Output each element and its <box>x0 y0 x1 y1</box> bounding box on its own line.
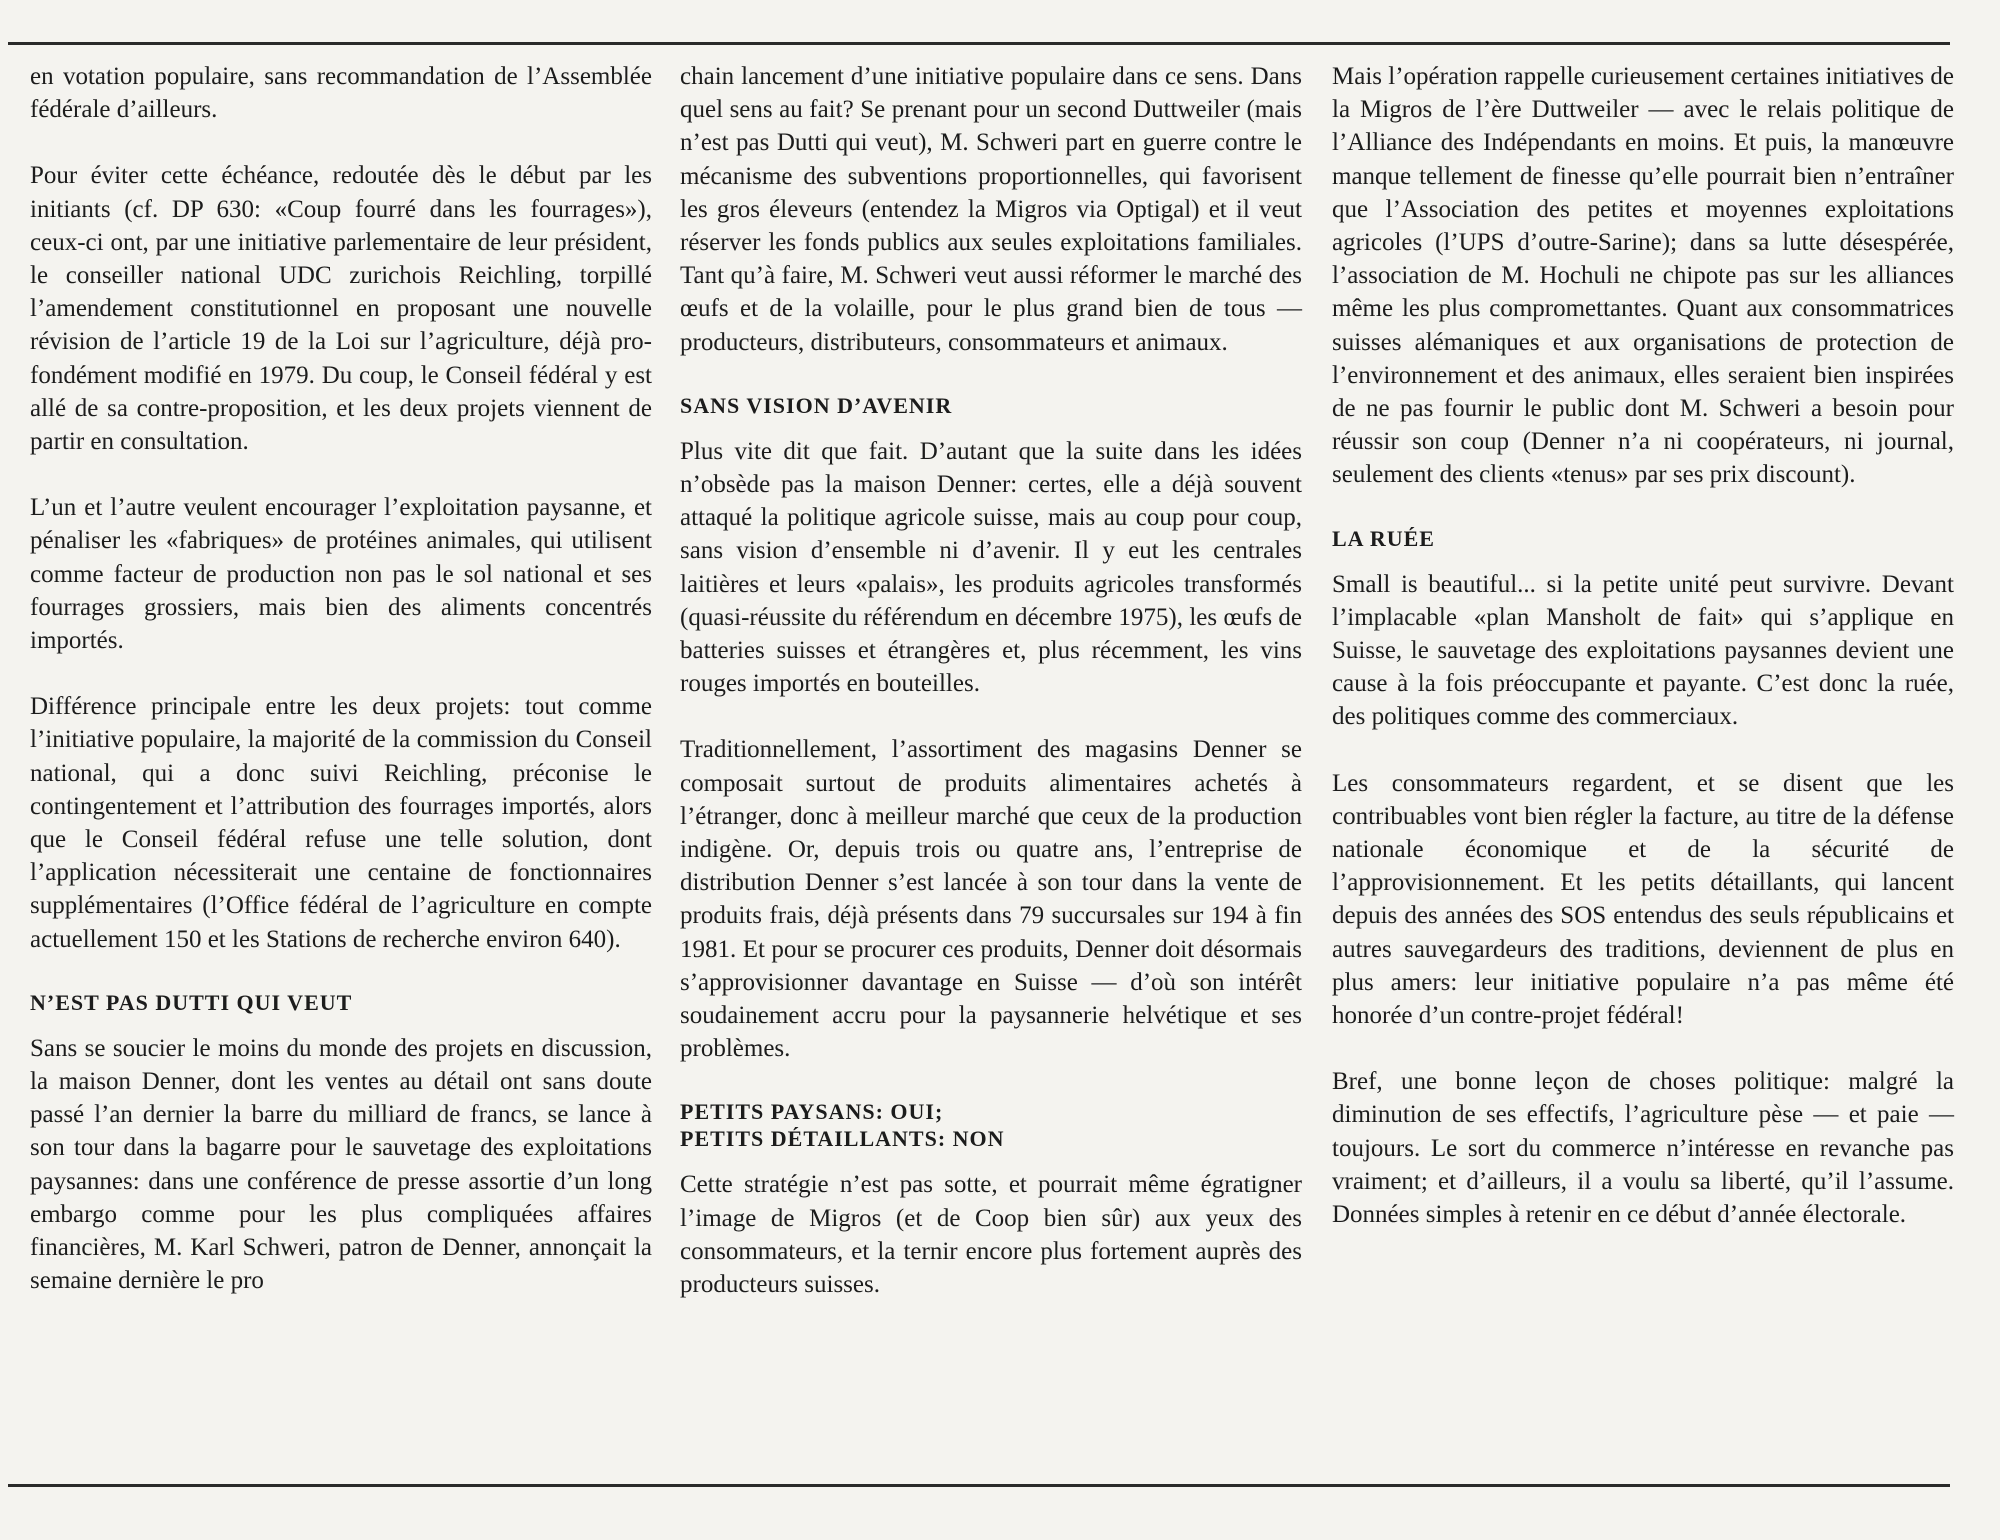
article-paragraph: Small is beautiful... si la petite unité peut survivre. Devant l’implacable «plan Mansholt de fait» qui s’applique en Suisse, le sauvetage des exploitations paysannes devient une cause à la fois préoccupante et payante. C’est donc la ruée, des politiques comme des commerciaux. <box>1332 570 1954 731</box>
article-paragraph: Différence principale entre les deux projets: tout comme l’initiative populaire, la majorité de la commission du Conseil national, qui a donc suivi Reichling, préconise le contingentement et l’attribution des fourrages importés, alors que le Conseil fédéral refuse une telle solution, dont l’application nécessiterait une centaine de fonctionnaires supplémentaires (l’Office fédéral de l’agriculture en compte actuellement 150 et les Stations de recherche environ 640). <box>30 693 652 953</box>
section-heading <box>680 392 1302 419</box>
section-heading-line: PETITS PAYSANS: OUI; <box>680 1099 944 1125</box>
article-paragraph: Traditionnellement, l’assortiment des magasins Denner se composait surtout de produits alimentaires achetés à l’étranger, donc à meilleur marché que ceux de la production indigène. Or, depuis trois ou quatre ans, l’entreprise de distribution Denner s’est lancée à son tour dans la vente de produits frais, déjà présents dans 79 succursales sur 194 à fin 1981. Et pour se procurer ces produits, Denner doit désormais s’approvisionner davantage en Suisse — d’où son intérêt soudainement accru pour la paysannerie helvétique et ses problèmes. <box>680 736 1302 1063</box>
article-paragraph: Bref, une bonne leçon de choses politique: malgré la diminution de ses effectifs, l’agriculture pèse — et paie — toujours. Le sort du commerce n’intéresse en revanche pas vraiment; et d’ailleurs, il a voulu sa liberté, qu’il l’assume. Données simples à retenir en ce début d’année électorale. <box>1332 1068 1954 1229</box>
article-paragraph: chain lancement d’une initiative populaire dans ce sens. Dans quel sens au fait? Se prenant pour un second Duttweiler (mais n’est pas Dutti qui veut), M. Schweri part en guerre contre le mécanisme des subventions proportionnelles, qui favorisent les gros éleveurs (entendez la Migros via Optigal) et il veut réserver les fonds publics aux seules exploitations familiales. Tant qu’à faire, M. Schweri veut aussi réformer le marché des œufs et de la volaille, pour le plus grand bien de tous — producteurs, distributeurs, consommateurs et animaux. <box>680 63 1302 356</box>
section-heading-line: N’EST PAS DUTTI QUI VEUT <box>30 989 353 1015</box>
section-heading-line: SANS VISION D’AVENIR <box>680 392 953 418</box>
section-heading <box>1332 525 1954 552</box>
section-heading <box>30 989 652 1016</box>
section-heading-line: LA RUÉE <box>1332 525 1435 551</box>
article-paragraph: Mais l’opération rappelle curieusement certaines initiatives de la Migros de l’ère Duttweiler — avec le relais politique de l’Alliance des Indépendants en moins. Et puis, la manœuvre manque tellement de finesse qu’elle pourrait bien n’entraîner que l’Association des petites et moyennes exploitations agricoles (l’UPS d’outre-Sarine); dans sa lutte désespérée, l’association de M. Hochuli ne chipote pas sur les alliances même les plus compromettantes. Quant aux consommatrices suisses alémaniques et aux organisations de protection de l’environnement et des animaux, elles seraient bien inspirées de ne pas fournir le public dont M. Schweri a besoin pour réussir son coup (Denner n’a ni coopérateurs, ni journal, seulement des clients «tenus» par ses prix discount). <box>1332 63 1954 489</box>
bottom-rule <box>8 1484 1950 1487</box>
top-rule <box>8 42 1950 45</box>
column-1 <box>30 60 652 1331</box>
article-paragraph: Plus vite dit que fait. D’autant que la suite dans les idées n’obsède pas la maison Denner: certes, elle a déjà souvent attaqué la politique agricole suisse, mais au coup pour coup, sans vision d’ensemble ni d’avenir. Il y eut les centrales laitières et leurs «palais», les produits agricoles transformés (quasi-réussite du référendum en décembre 1975), les œufs de batteries suisses et étrangères et, plus récemment, les vins rouges importés en bouteilles. <box>680 437 1302 698</box>
article-paragraph: L’un et l’autre veulent encourager l’exploitation paysanne, et pénaliser les «fabriques» de protéines animales, qui utilisent comme facteur de production non pas le sol national et ses fourrages grossiers, mais bien des aliments concentrés importés. <box>30 494 652 655</box>
section-heading-line: PETITS DÉTAILLANTS: NON <box>680 1126 1005 1152</box>
article-paragraph: Sans se soucier le moins du monde des projets en discussion, la maison Denner, dont les ventes au détail ont sans doute passé l’an dernier la barre du milliard de francs, se lance à son tour dans la bagarre pour le sauvetage des exploitations paysannes: dans une conférence de presse assortie d’un long embargo comme pour les plus compliquées affaires financières, M. Karl Schweri, patron de Denner, annonçait la semaine dernière le pro <box>30 1034 652 1295</box>
column-3 <box>1332 60 1954 1264</box>
article-paragraph: Cette stratégie n’est pas sotte, et pourrait même égratigner l’image de Migros (et de Coop bien sûr) aux yeux des consommateurs, et la ternir encore plus fortement auprès des producteurs suisses. <box>680 1171 1302 1299</box>
article-paragraph: en votation populaire, sans recommandation de l’Assemblée fédérale d’ailleurs. <box>30 63 652 124</box>
section-heading <box>680 1098 1302 1152</box>
article-paragraph: Pour éviter cette échéance, redoutée dès le début par les initiants (cf. DP 630: «Coup fourré dans les fourrages»), ceux-ci ont, par une initiative parlementaire de leur président, le conseiller national UDC zurichois Reichling, torpillé l’amendement constitutionnel en proposant une nouvelle révision de l’article 19 de la Loi sur l’agriculture, déjà profondément modifié en 1979. Du coup, le Conseil fédéral y est allé de sa contre-proposition, et les deux projets viennent de partir en consultation. <box>30 162 652 456</box>
article-paragraph: Les consommateurs regardent, et se disent que les contribuables vont bien régler la facture, au titre de la défense nationale économique et de la sécurité de l’approvisionnement. Et les petits détaillants, qui lancent depuis des années des SOS entendus des seuls républicains et autres sauvegardeurs des traditions, deviennent de plus en plus amers: leur initiative populaire n’a pas même été honorée d’un contre-projet fédéral! <box>1332 769 1954 1030</box>
column-2 <box>680 60 1302 1334</box>
